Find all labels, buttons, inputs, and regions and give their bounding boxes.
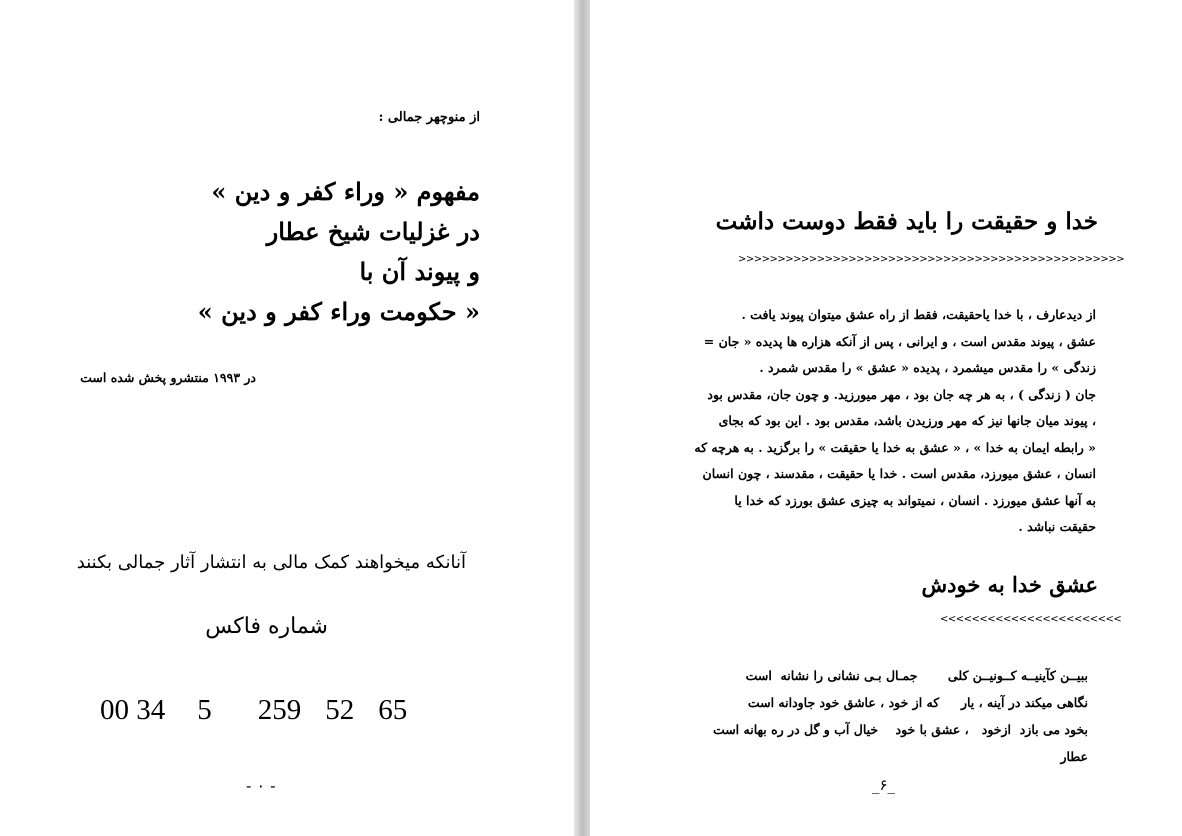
fax-number-part: 52 xyxy=(325,694,355,726)
body-line: حقیقت نباشد . xyxy=(1018,519,1096,534)
page-number: - ۰ - xyxy=(246,776,276,795)
body-paragraph xyxy=(666,302,1096,541)
publication-note: در ۱۹۹۳ منتشرو پخش شده است xyxy=(80,370,256,385)
section-heading: عشق خدا به خودش xyxy=(921,572,1098,597)
body-line: جان ( زندگی ) ، به هر چه جان بود ، مهر میورزید. و چون جان، مقدس بود xyxy=(707,386,1096,402)
fax-number-part: 259 xyxy=(257,694,302,726)
fax-label: شماره فاکس xyxy=(205,614,328,639)
body-line: ، پیوند میان جانها نیز که مهر ورزیدن باشد، مقدس بود . این بود که بجای xyxy=(718,413,1096,428)
book-gutter xyxy=(574,0,590,836)
right-page xyxy=(590,0,1182,836)
title-line: مفهوم « وراء کفر و دین » xyxy=(211,177,480,206)
fax-number-part: 65 xyxy=(378,694,408,726)
fax-number xyxy=(100,694,407,727)
heading-decoration: >>>>>>>>>>>>>>>>>>>>>>>>>>>>>>>>>>>>>>>>>>>>>>>>> xyxy=(738,254,1125,265)
left-page xyxy=(0,0,574,836)
page-number: _۶_ xyxy=(872,776,896,794)
poem xyxy=(713,662,1088,770)
fax-number-part: 00 34 xyxy=(100,694,166,726)
body-line: از دیدعارف ، با خدا یاحقیقت، فقط از راه عشق میتوان پیوند یافت . xyxy=(741,307,1096,322)
title-line: و پیوند آن با xyxy=(359,257,480,286)
heading-decoration: <<<<<<<<<<<<<<<<<<<<<<< xyxy=(940,614,1122,625)
body-line: انسان ، عشق میورزد، مقدس است . خدا یا حقیقت ، مقدسند ، چون انسان xyxy=(702,466,1096,481)
section-heading: خدا و حقیقت را باید فقط دوست داشت xyxy=(715,208,1098,235)
body-line: « رابطه ایمان به خدا » ، « عشق به خدا یا حقیقت » را برگزید . به هرچه که xyxy=(694,439,1096,455)
book-title xyxy=(198,172,480,332)
support-text: آنانکه میخواهند کمک مالی به انتشار آثار جمالی بکنند xyxy=(76,552,466,573)
poem-line: ببیــن کآینیــه کــونیــن کلی جمـال بـی نشانی را نشانه است xyxy=(745,668,1088,683)
body-line: عشق ، پیوند مقدس است ، و ایرانی ، پس از آنکه هزاره ها پدیده « جان = xyxy=(703,333,1096,349)
poem-line: نگاهی میکند در آینه ، یار که از خود ، عاشق خود جاودانه است xyxy=(747,695,1088,710)
body-line: به آنها عشق میورزد . انسان ، نمیتواند به چیزی عشق بورزد که خدا یا xyxy=(734,492,1096,508)
title-line: « حکومت وراء کفر و دین » xyxy=(197,297,480,326)
fax-number-part: 5 xyxy=(197,694,212,726)
title-line: در غزلیات شیخ عطار xyxy=(266,217,480,246)
author-line: از منوچهر جمالی : xyxy=(378,110,480,125)
body-line: زندگی » را مقدس میشمرد ، پدیده « عشق » را مقدس شمرد . xyxy=(759,360,1096,375)
poem-line: بخود می بازد ازخود ، عشق با خود خیال آب و گل در ره بهانه است xyxy=(712,722,1088,737)
poem-attribution: عطار xyxy=(1060,749,1088,764)
